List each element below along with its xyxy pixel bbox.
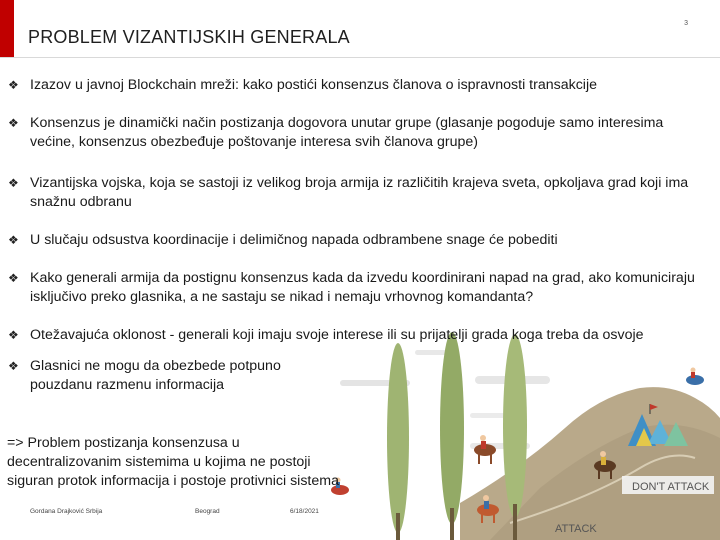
footer-author: Gordana Drajković Srbija xyxy=(30,508,103,515)
bullet-item xyxy=(8,76,708,95)
footer-location: Beograd xyxy=(195,508,220,515)
slide-number: 3 xyxy=(684,20,688,27)
byzantine-generals-illustration xyxy=(310,318,720,540)
bullet-item xyxy=(8,231,708,250)
bullet-item xyxy=(8,357,328,395)
diamond-bullet-icon: ❖ xyxy=(8,78,19,92)
bullet-text: Izazov u javnoj Blockchain mreži: kako postići konsenzus članova o ispravnosti transakcije xyxy=(30,77,597,93)
attack-label: ATTACK xyxy=(555,523,597,535)
tree-trunk xyxy=(450,508,454,540)
dont-attack-label: DON'T ATTACK xyxy=(632,481,710,493)
diamond-bullet-icon: ❖ xyxy=(8,271,19,285)
diamond-bullet-icon: ❖ xyxy=(8,233,19,247)
bullet-item xyxy=(8,326,708,345)
bullet-text: Vizantijska vojska, koja se sastoji iz velikog broja armija iz različitih krajeva sveta, opkoljava grad koji ima snažnu odbranu xyxy=(30,175,689,210)
bullet-text: Otežavajuća oklonost - generali koji imaju svoje interese ili su prijatelji grada koga treba da osvoje xyxy=(30,327,644,343)
slide-title: PROBLEM VIZANTIJSKIH GENERALA xyxy=(28,27,350,47)
bullet-item xyxy=(8,174,708,212)
tree-trunk xyxy=(513,504,517,540)
conclusion-text: => Problem postizanja konsenzusa u decentralizovanim sistemima u kojima ne postoji siguran protok informacija i postoje protivnici sistema xyxy=(7,435,339,489)
accent-bar xyxy=(0,0,14,58)
bullet-text: Glasnici ne mogu da obezbede potpuno pouzdanu razmenu informacija xyxy=(30,358,281,393)
bullet-item xyxy=(8,269,708,307)
tree-icon xyxy=(387,343,409,533)
footer-date: 6/18/2021 xyxy=(290,508,319,515)
bullet-text: U slučaju odsustva koordinacije i delimičnog napada odbrambene snage će pobediti xyxy=(30,232,558,248)
diamond-bullet-icon: ❖ xyxy=(8,176,19,190)
bullet-text: Kako generali armija da postignu konsenzus kada da izvedu koordinirani napad na grad, ako komuniciraju isključivo preko glasnika, a ne sastaju se nikad i nemaju vrhovnog komandanta? xyxy=(30,270,695,305)
bullet-item xyxy=(8,114,708,152)
tree-icon xyxy=(440,332,464,524)
diamond-bullet-icon: ❖ xyxy=(8,359,19,373)
tree-trunk xyxy=(396,513,400,540)
bullet-text: Konsenzus je dinamički način postizanja dogovora unutar grupe (glasanje pogoduje samo interesima većine, konsenzus obezbeđuje poštovanje interesa svih članova grupe) xyxy=(30,115,664,150)
horse-rider-icon xyxy=(474,435,496,464)
tree-icon xyxy=(503,334,527,518)
horse-rider-icon xyxy=(686,368,704,386)
diamond-bullet-icon: ❖ xyxy=(8,328,19,342)
title-divider xyxy=(0,57,720,58)
diamond-bullet-icon: ❖ xyxy=(8,116,19,130)
